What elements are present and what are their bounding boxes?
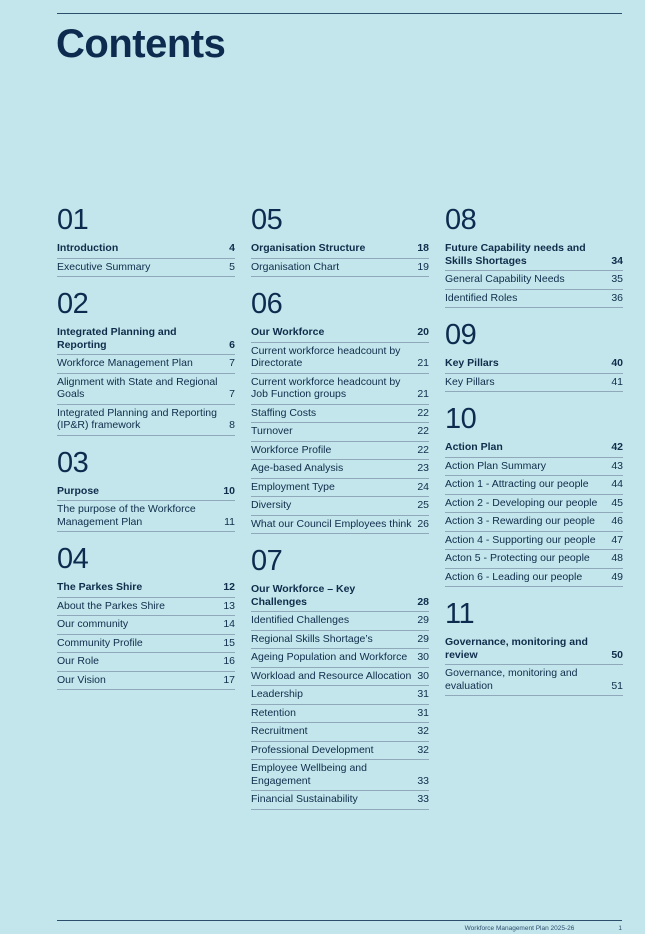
- toc-entry[interactable]: [251, 760, 429, 791]
- toc-entry[interactable]: [251, 374, 429, 405]
- toc-page-number: 41: [611, 375, 623, 388]
- toc-entry[interactable]: [57, 598, 235, 617]
- toc-entry-label: Our Workforce: [251, 326, 325, 338]
- toc-section-heading[interactable]: [57, 483, 235, 502]
- toc-entry-label: Alignment with State and Regional Goals: [57, 375, 218, 400]
- toc-page-number: 35: [611, 273, 623, 285]
- toc-section-heading[interactable]: [445, 355, 623, 374]
- toc-entry[interactable]: [445, 532, 623, 551]
- toc-entry-label: Ageing Population and Workforce: [251, 651, 408, 663]
- toc-entry-label: Action 2 - Developing our people: [445, 496, 598, 509]
- toc-page-number: 8: [229, 419, 235, 431]
- toc-entry-label: Acton 5 - Protecting our people: [445, 552, 590, 564]
- toc-entry[interactable]: [251, 668, 429, 687]
- toc-entry-label: Action 6 - Leading our people: [445, 570, 583, 583]
- toc-page-number: 47: [611, 533, 623, 546]
- toc-page-number: 18: [417, 242, 429, 254]
- toc-page-number: 46: [611, 515, 623, 527]
- toc-page-number: 32: [417, 725, 429, 737]
- footer: [465, 925, 622, 932]
- toc-entry-label: Governance, monitoring and evaluation: [445, 667, 578, 692]
- toc-entry-label: Governance, monitoring and review: [445, 636, 588, 661]
- toc-page-number: 48: [611, 552, 623, 564]
- toc-entry[interactable]: [251, 423, 429, 442]
- toc-page-number: 21: [417, 388, 429, 400]
- section-number: 08: [445, 204, 477, 236]
- toc-column-1: [57, 205, 235, 702]
- toc-entry[interactable]: [57, 355, 235, 374]
- toc-section: [57, 289, 235, 436]
- toc-page-number: 34: [611, 254, 623, 267]
- toc-entry[interactable]: [251, 479, 429, 498]
- toc-entry[interactable]: [445, 374, 623, 393]
- footer-page-number: 1: [618, 925, 622, 932]
- toc-entry[interactable]: [445, 513, 623, 532]
- toc-page-number: 24: [417, 480, 429, 493]
- toc-page-number: 7: [229, 357, 235, 369]
- toc-entry[interactable]: [57, 374, 235, 405]
- toc-entry-label: Community Profile: [57, 636, 143, 649]
- toc-entry[interactable]: [57, 635, 235, 654]
- toc-entry[interactable]: [251, 612, 429, 631]
- section-number: 04: [57, 543, 89, 575]
- toc-entry-label: Our Workforce – Key Challenges: [251, 583, 356, 608]
- toc-entry[interactable]: [445, 290, 623, 309]
- toc-column-2: [251, 205, 429, 822]
- toc-page-number: 10: [223, 484, 235, 497]
- toc-page-number: 11: [224, 515, 235, 528]
- section-number: 10: [445, 403, 477, 435]
- toc-page-number: 42: [611, 441, 623, 453]
- toc-entry-label: Our Role: [57, 655, 100, 667]
- section-number: 01: [57, 204, 89, 236]
- toc-section: [251, 205, 429, 277]
- toc-page-number: 33: [417, 793, 429, 805]
- toc-entry[interactable]: [57, 259, 235, 278]
- toc-page-number: 49: [611, 570, 623, 583]
- toc-entry-label: Our community: [57, 618, 129, 630]
- toc-section: [445, 320, 623, 392]
- toc-entry[interactable]: [445, 458, 623, 477]
- toc-page-number: 17: [223, 673, 235, 686]
- toc-entry-label: Integrated Planning and Reporting (IP&R) framework: [57, 406, 217, 431]
- section-number: 11: [445, 598, 475, 630]
- toc-page-number: 22: [417, 443, 429, 456]
- toc-page-number: 36: [611, 291, 623, 304]
- toc-section: [445, 599, 623, 696]
- toc-entry[interactable]: [57, 653, 235, 672]
- section-number: 06: [251, 288, 283, 320]
- toc-section-heading[interactable]: [251, 581, 429, 612]
- toc-entry[interactable]: [251, 516, 429, 535]
- toc-page-number: 14: [223, 618, 235, 630]
- toc-entry[interactable]: [251, 742, 429, 761]
- toc-entry[interactable]: [57, 672, 235, 691]
- toc-page-number: 51: [611, 679, 623, 692]
- toc-section: [445, 404, 623, 587]
- toc-entry-label: Executive Summary: [57, 260, 151, 273]
- toc-page-number: 40: [611, 357, 623, 369]
- toc-entry-label: Retention: [251, 706, 296, 719]
- section-number: 05: [251, 204, 283, 236]
- toc-entry[interactable]: [251, 497, 429, 516]
- toc-entry[interactable]: [57, 616, 235, 635]
- toc-entry-label: What our Council Employees think: [251, 517, 412, 530]
- toc-entry-label: Action Plan: [445, 441, 503, 453]
- toc-page-number: 45: [611, 496, 623, 509]
- toc-entry[interactable]: [445, 495, 623, 514]
- toc-page-number: 44: [611, 478, 623, 490]
- toc-entry[interactable]: [445, 569, 623, 588]
- toc-entry[interactable]: [251, 649, 429, 668]
- toc-page-number: 21: [417, 357, 429, 369]
- toc-entry-label: The purpose of the Workforce Management Plan: [57, 503, 196, 528]
- toc-page-number: 12: [223, 581, 235, 593]
- toc-page-number: 30: [417, 669, 429, 682]
- toc-entry-label: Our Vision: [57, 673, 106, 686]
- toc-section: [57, 448, 235, 533]
- toc-section-heading[interactable]: [251, 240, 429, 259]
- toc-entry-label: Regional Skills Shortage’s: [251, 632, 373, 645]
- toc-entry[interactable]: [251, 460, 429, 479]
- toc-page-number: 16: [223, 655, 235, 667]
- toc-entry-label: Workforce Management Plan: [57, 357, 193, 369]
- toc-section: [251, 289, 429, 534]
- toc-section-heading[interactable]: [445, 240, 623, 271]
- page-title: Contents: [56, 22, 226, 66]
- toc-entry[interactable]: [445, 550, 623, 569]
- toc-entry-label: Current workforce headcount by Job Function groups: [251, 375, 401, 400]
- toc-entry-label: Organisation Chart: [251, 260, 340, 273]
- toc-page-number: 50: [611, 648, 623, 661]
- toc-entry-label: Age-based Analysis: [251, 462, 344, 474]
- toc-entry-label: Current workforce headcount by Directorate: [251, 344, 401, 369]
- toc-column-3: [445, 205, 623, 708]
- toc-entry[interactable]: [251, 723, 429, 742]
- toc-entry-label: Organisation Structure: [251, 242, 366, 254]
- toc-entry-label: Workforce Profile: [251, 443, 332, 456]
- toc-entry-label: Identified Challenges: [251, 614, 350, 626]
- toc-page-number: 6: [229, 338, 235, 351]
- toc-page-number: 4: [229, 242, 235, 254]
- toc-page-number: 20: [417, 326, 429, 338]
- toc-page-number: 19: [417, 260, 429, 273]
- toc-entry-label: Key Pillars: [445, 375, 495, 388]
- toc-entry[interactable]: [251, 343, 429, 374]
- toc-page-number: 22: [417, 406, 429, 419]
- toc-section: [57, 544, 235, 690]
- toc-section-heading[interactable]: [57, 579, 235, 598]
- toc-entry-label: Purpose: [57, 484, 100, 497]
- toc-entry[interactable]: [251, 791, 429, 810]
- toc-page-number: 22: [417, 425, 429, 437]
- toc-section-heading[interactable]: [445, 634, 623, 665]
- toc-page-number: 29: [417, 614, 429, 626]
- toc-entry-label: Employment Type: [251, 480, 335, 493]
- toc-page-number: 32: [417, 743, 429, 756]
- toc-section: [445, 205, 623, 308]
- footer-doc-title: Workforce Management Plan 2025-26: [464, 925, 575, 932]
- toc-page-number: 28: [417, 595, 429, 608]
- toc-entry-label: Professional Development: [251, 743, 374, 756]
- toc-entry-label: General Capability Needs: [445, 273, 565, 285]
- toc-page-number: 29: [417, 632, 429, 645]
- toc-entry-label: Financial Sustainability: [251, 793, 358, 805]
- toc-page-number: 33: [417, 774, 429, 787]
- toc-page-number: 23: [417, 462, 429, 474]
- toc-page-number: 15: [223, 636, 235, 649]
- toc-entry[interactable]: [251, 705, 429, 724]
- toc-entry-label: Action 3 - Rewarding our people: [445, 515, 596, 527]
- toc-entry-label: Workload and Resource Allocation: [251, 669, 412, 682]
- toc-entry[interactable]: [57, 501, 235, 532]
- toc-entry-label: About the Parkes Shire: [57, 599, 165, 612]
- toc-entry[interactable]: [445, 271, 623, 290]
- toc-section: [57, 205, 235, 277]
- toc-entry-label: Introduction: [57, 242, 119, 254]
- toc-entry-label: Turnover: [251, 425, 293, 437]
- toc-section-heading[interactable]: [251, 324, 429, 343]
- toc-entry[interactable]: [445, 476, 623, 495]
- toc-entry-label: Recruitment: [251, 725, 308, 737]
- toc-page-number: 31: [417, 688, 429, 700]
- toc-entry-label: Action 4 - Supporting our people: [445, 533, 596, 546]
- toc-page-number: 13: [223, 599, 235, 612]
- toc-entry-label: Key Pillars: [445, 357, 499, 369]
- toc-entry-label: Future Capability needs and Skills Shortages: [445, 242, 586, 267]
- toc-page-number: 5: [229, 260, 235, 273]
- toc-entry[interactable]: [445, 665, 623, 696]
- toc-entry-label: Action 1 - Attracting our people: [445, 478, 589, 490]
- toc-entry-label: Staffing Costs: [251, 406, 317, 419]
- toc-page-number: 25: [417, 499, 429, 511]
- toc-entry-label: Employee Wellbeing and Engagement: [251, 762, 367, 787]
- toc-entry-label: Leadership: [251, 688, 303, 700]
- toc-entry-label: Action Plan Summary: [445, 459, 546, 472]
- toc-page-number: 26: [417, 517, 429, 530]
- toc-entry[interactable]: [251, 631, 429, 650]
- toc-entry-label: Integrated Planning and Reporting: [57, 326, 177, 351]
- toc-page-number: 43: [611, 459, 623, 472]
- toc-entry[interactable]: [251, 259, 429, 278]
- toc-entry-label: Diversity: [251, 499, 292, 511]
- toc-section: [251, 546, 429, 810]
- top-rule: [57, 13, 622, 14]
- toc-entry[interactable]: [251, 686, 429, 705]
- bottom-rule: [57, 920, 622, 921]
- toc-entry[interactable]: [57, 405, 235, 436]
- toc-entry-label: Identified Roles: [445, 291, 518, 304]
- section-number: 03: [57, 446, 89, 479]
- toc-page-number: 30: [417, 651, 429, 663]
- toc-section-heading[interactable]: [57, 240, 235, 259]
- toc-section-heading[interactable]: [57, 324, 235, 355]
- toc-entry[interactable]: [251, 442, 429, 461]
- section-number: 07: [251, 545, 283, 577]
- toc-page-number: 31: [417, 706, 429, 719]
- toc-page-number: 7: [229, 388, 235, 400]
- section-number: 02: [57, 288, 89, 320]
- toc-entry-label: The Parkes Shire: [57, 581, 143, 593]
- toc-section-heading[interactable]: [445, 439, 623, 458]
- section-number: 09: [445, 319, 477, 351]
- toc-entry[interactable]: [251, 405, 429, 424]
